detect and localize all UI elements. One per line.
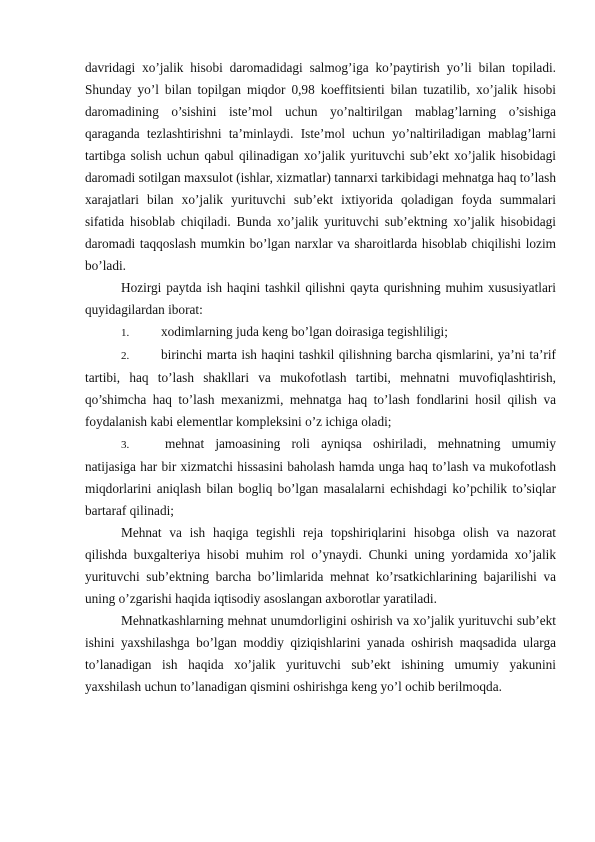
- list-item-text: xodimlarning juda keng bo’lgan doirasiga tegishliligi;: [161, 324, 448, 339]
- paragraph-3: Mehnat va ish haqiga tegishli reja topshiriqlarini hisobga olish va nazorat qilishda buxgalteriya hisobi muhim rol o’ynaydi. Chunki uning yordamida xo’jalik yurituvchi sub’ektning barcha bo’limlarida mehnat ko’rsatkichlarining bajarilishi va uning o’zgarishi haqida iqtisodiy asoslangan axborotlar yaratiladi.: [85, 525, 556, 606]
- list-number: 2.: [121, 350, 130, 362]
- list-item-2: [85, 344, 556, 433]
- paragraph-1: davridagi xo’jalik hisobi daromadidagi salmog’iga ko’paytirish yo’li bilan topiladi. Shunday yo’l bilan topilgan miqdor 0,98 koeffitsienti bilan tuzatilib, xo’jalik hisobi daromadining o’sishini iste’mol uchun yo’naltirilgan mablag’larning o’sishiga qaraganda tezlashtirishni ta’minlaydi. Iste’mol uchun yo’naltiriladigan mablag’larni tartibga solish uchun qabul qilinadigan xo’jalik yurituvchi sub’ekt xo’jalik hisobidagi daromadi sotilgan maxsulot (ishlar, xizmatlar) tannarxi tarkibidagi mehnatga haq to’lash xarajatlari bilan xo’jalik yurituvchi sub’ekt ixtiyorida qoladigan foyda summalari sifatida hisoblab chiqiladi. Bunda xo’jalik yurituvchi sub’ektning xo’jalik hisobidagi daromadi taqqoslash mumkin bo’lgan narxlar va sharoitlarda hisoblab chiqilishi lozim bo’ladi.: [85, 60, 556, 273]
- list-item-1: [85, 321, 556, 344]
- list-number: 1.: [121, 327, 130, 339]
- paragraph-2: Hozirgi paytda ish haqini tashkil qilishni qayta qurishning muhim xususiyatlari quyidagilardan iborat:: [85, 280, 556, 317]
- list-item-text: mehnat jamoasining roli ayniqsa oshiriladi, mehnatning umumiy natijasiga har bir xizmatchi hissasini baholash hamda unga haq to’lash va mukofotlash miqdorlarini aniqlash bilan bogliq bo’lgan masalalarni echishdagi ko’pchilik to’siqlar bartaraf qilinadi;: [85, 436, 556, 518]
- list-item-3: [85, 433, 556, 522]
- document-page: [85, 57, 556, 698]
- paragraph-4: Mehnatkashlarning mehnat unumdorligini oshirish va xo’jalik yurituvchi sub’ekt ishini yaxshilashga bo’lgan moddiy qiziqishlarini yanada oshirish maqsadida ularga to’lanadigan ish haqida xo’jalik yurituvchi sub’ekt ishining umumiy yakunini yaxshilash uchun to’lanadigan qismini oshirishga keng yo’l ochib berilmoqda.: [85, 613, 556, 694]
- list-number: 3.: [121, 439, 130, 451]
- list-item-text: birinchi marta ish haqini tashkil qilishning barcha qismlarini, ya’ni ta’rif tartibi, haq to’lash shakllari va mukofotlash tartibi, mehnatni muvofiqlashtirish, qo’shimcha haq to’lash mexanizmi, mehnatga haq to’lash fondlarini hosil qilish va foydalanish kabi elementlar kompleksini o’z ichiga oladi;: [85, 347, 556, 429]
